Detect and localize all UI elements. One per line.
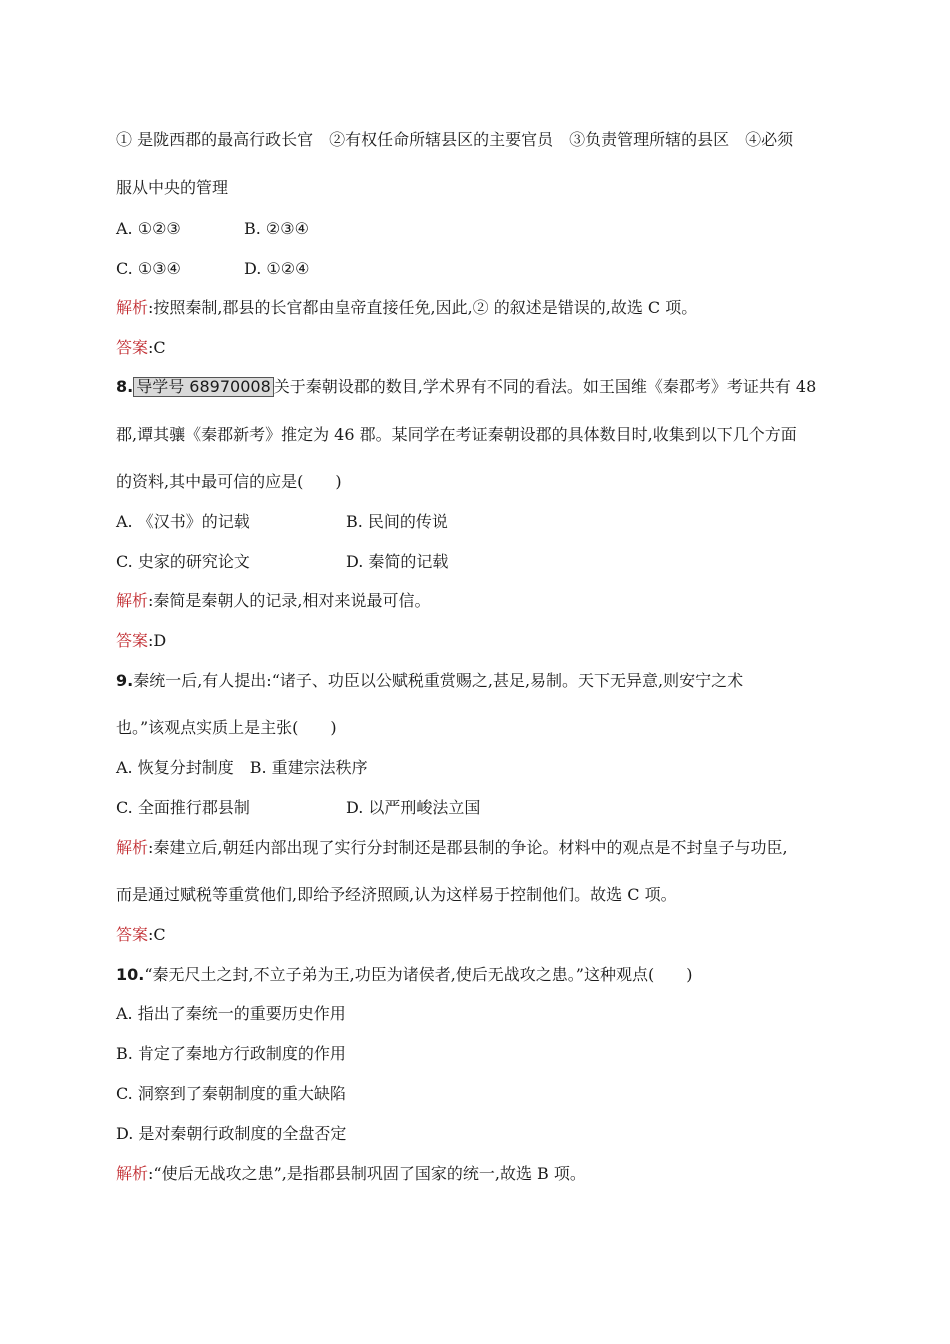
- question-number: 9.: [116, 671, 134, 690]
- q8-stem-text1: 关于秦朝设郡的数目,学术界有不同的看法。如王国维《秦郡考》考证共有 48: [273, 377, 817, 396]
- q10-stem: [116, 964, 836, 986]
- q9-option-c: C. 全面推行郡县制: [116, 798, 250, 817]
- guide-number-box[interactable]: 导学号 68970008: [133, 377, 274, 397]
- analysis-text: :“使后无战攻之患”,是指郡县制巩固了国家的统一,故选 B 项。: [148, 1164, 586, 1183]
- q10-option-a: A. 指出了秦统一的重要历史作用: [116, 1004, 346, 1023]
- analysis-label: 解析: [116, 591, 149, 610]
- analysis-label: 解析: [116, 298, 149, 317]
- q7-option-d: D. ①②④: [244, 259, 310, 278]
- analysis-label: 解析: [116, 1164, 149, 1183]
- q9-answer: [116, 924, 836, 946]
- q10-option-b: B. 肯定了秦地方行政制度的作用: [116, 1044, 346, 1063]
- q7-option-a: A. ①②③: [116, 219, 181, 238]
- q8-option-d: D. 秦简的记载: [346, 552, 449, 571]
- q8-option-a: A. 《汉书》的记载: [116, 512, 250, 531]
- analysis-label: 解析: [116, 838, 149, 857]
- q9-stem-line1: [116, 670, 836, 692]
- q9-options-row2: [116, 797, 836, 819]
- analysis-text: :秦建立后,朝廷内部出现了实行分封制还是郡县制的争论。材料中的观点是不封皇子与功臣,: [148, 838, 788, 857]
- question-number: 10.: [116, 965, 145, 984]
- q7-options-row1: [116, 218, 836, 240]
- q8-stem-line1: [116, 376, 836, 398]
- q9-stem-line2: 也。”该观点实质上是主张( ): [116, 718, 337, 737]
- q8-option-c: C. 史家的研究论文: [116, 552, 250, 571]
- q10-stem-text: “秦无尺土之封,不立子弟为王,功臣为诸侯者,使后无战攻之患。”这种观点( ): [144, 965, 693, 984]
- analysis-text: :按照秦制,郡县的长官都由皇帝直接任免,因此,② 的叙述是错误的,故选 C 项。: [148, 298, 698, 317]
- q9-stem-text1: 秦统一后,有人提出:“诸子、功臣以公赋税重赏赐之,甚足,易制。天下无异意,则安宁之术: [133, 671, 744, 690]
- answer-text: :C: [148, 338, 166, 357]
- q8-analysis: [116, 590, 836, 612]
- analysis-text: :秦简是秦朝人的记录,相对来说最可信。: [148, 591, 431, 610]
- q7-option-c: C. ①③④: [116, 259, 181, 278]
- q9-options-row1: A. 恢复分封制度 B. 重建宗法秩序: [116, 758, 368, 777]
- q8-stem-line3: 的资料,其中最可信的应是( ): [116, 472, 342, 491]
- answer-label: 答案: [116, 925, 149, 944]
- q8-options-row2: [116, 551, 836, 573]
- q7-statements-line2: 服从中央的管理: [116, 178, 229, 197]
- q7-statements-line1: ① 是陇西郡的最高行政长官 ②有权任命所辖县区的主要官员 ③负责管理所辖的县区 ④必须: [116, 130, 794, 149]
- answer-label: 答案: [116, 338, 149, 357]
- q7-option-b: B. ②③④: [244, 219, 309, 238]
- answer-text: :D: [148, 631, 167, 650]
- q10-option-c: C. 洞察到了秦朝制度的重大缺陷: [116, 1084, 346, 1103]
- q9-analysis-line1: [116, 837, 836, 859]
- q9-option-d: D. 以严刑峻法立国: [346, 798, 481, 817]
- q7-analysis: [116, 297, 836, 319]
- q9-analysis-line2: 而是通过赋税等重赏他们,即给予经济照顾,认为这样易于控制他们。故选 C 项。: [116, 885, 677, 904]
- q7-answer: [116, 337, 836, 359]
- q8-stem-line2: 郡,谭其骧《秦郡新考》推定为 46 郡。某同学在考证秦朝设郡的具体数目时,收集到以下几个方面: [116, 425, 797, 444]
- answer-text: :C: [148, 925, 166, 944]
- question-number: 8.: [116, 377, 134, 396]
- q8-option-b: B. 民间的传说: [346, 512, 448, 531]
- answer-label: 答案: [116, 631, 149, 650]
- q8-answer: [116, 630, 836, 652]
- q7-options-row2: [116, 258, 836, 280]
- q10-analysis: [116, 1163, 836, 1185]
- q10-option-d: D. 是对秦朝行政制度的全盘否定: [116, 1124, 347, 1143]
- q8-options-row1: [116, 511, 836, 533]
